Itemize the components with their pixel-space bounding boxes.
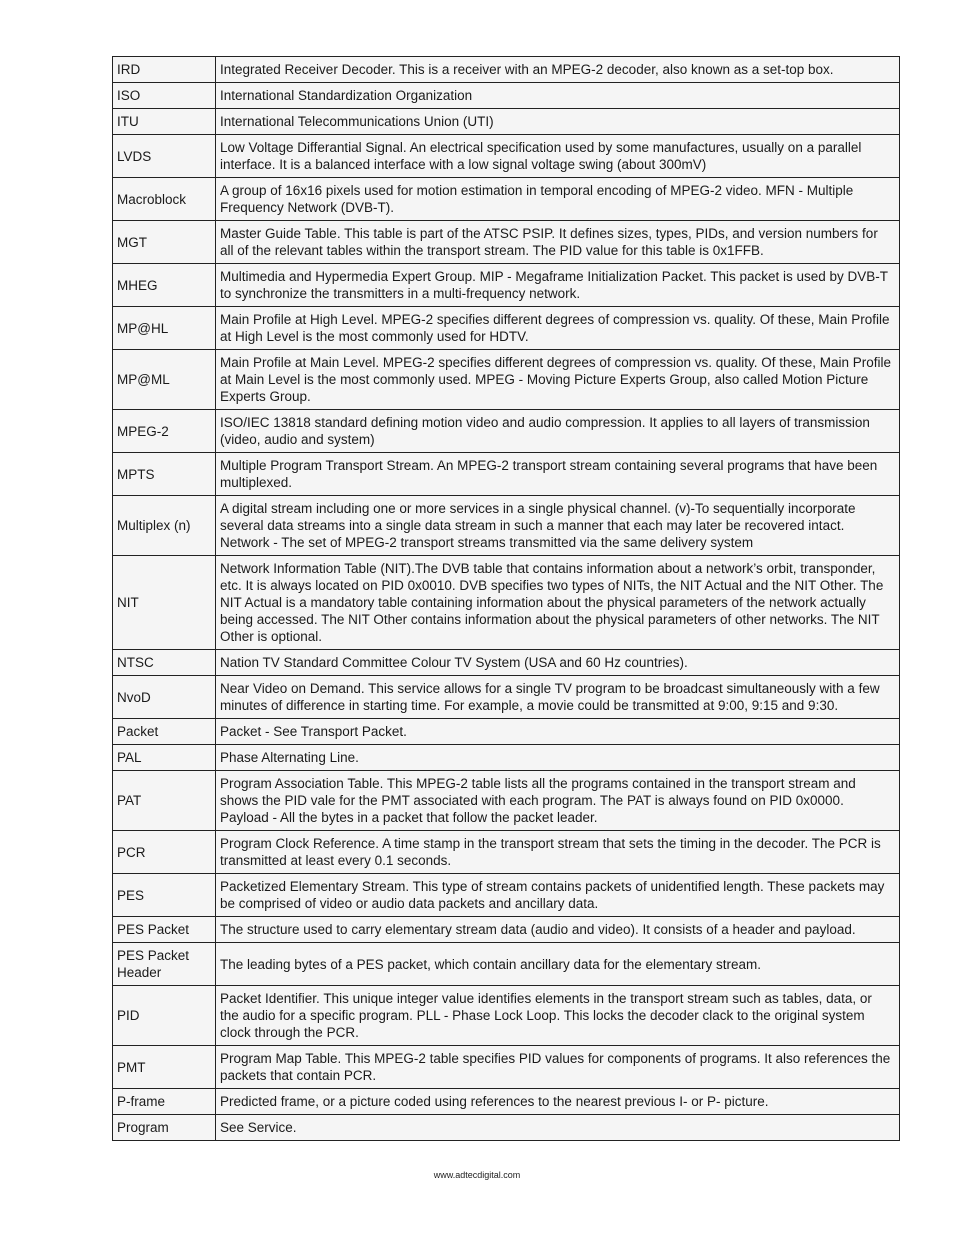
glossary-row [113, 771, 900, 831]
glossary-term: LVDS [113, 135, 216, 178]
glossary-definition: Program Association Table. This MPEG-2 table lists all the programs contained in the transport stream and shows the PID vale for the PMT associated with each program. The PAT is always found on PID 0x0000. Payload - All the bytes in a packet that follow the packet leader. [216, 771, 900, 831]
glossary-definition: International Standardization Organization [216, 83, 900, 109]
glossary-definition: The structure used to carry elementary stream data (audio and video). It consists of a header and payload. [216, 917, 900, 943]
glossary-row [113, 719, 900, 745]
glossary-row [113, 264, 900, 307]
glossary-row [113, 650, 900, 676]
glossary-definition: Nation TV Standard Committee Colour TV System (USA and 60 Hz countries). [216, 650, 900, 676]
glossary-definition: Integrated Receiver Decoder. This is a receiver with an MPEG-2 decoder, also known as a set-top box. [216, 57, 900, 83]
glossary-row [113, 1089, 900, 1115]
glossary-term: PES [113, 874, 216, 917]
glossary-term: PID [113, 986, 216, 1046]
glossary-term: IRD [113, 57, 216, 83]
glossary-term: NvoD [113, 676, 216, 719]
glossary-table [112, 56, 900, 1141]
glossary-row [113, 676, 900, 719]
glossary-row [113, 83, 900, 109]
glossary-definition: Low Voltage Differantial Signal. An electrical specification used by some manufactures, usually on a parallel interface. It is a balanced interface with a low signal voltage swing (about 300mV) [216, 135, 900, 178]
glossary-row [113, 350, 900, 410]
glossary-term: P-frame [113, 1089, 216, 1115]
glossary-term: Packet [113, 719, 216, 745]
glossary-row [113, 1115, 900, 1141]
glossary-term: PMT [113, 1046, 216, 1089]
glossary-term: MP@HL [113, 307, 216, 350]
glossary-definition: Packet - See Transport Packet. [216, 719, 900, 745]
glossary-definition: Packet Identifier. This unique integer value identifies elements in the transport stream such as tables, data, or the audio for a specific program. PLL - Phase Lock Loop. This locks the decoder clack to the original system clock through the PCR. [216, 986, 900, 1046]
glossary-definition: Master Guide Table. This table is part of the ATSC PSIP. It defines sizes, types, PIDs, and version numbers for all of the relevant tables within the transport stream. The PID value for this table is 0x1FFB. [216, 221, 900, 264]
footer-url: www.adtecdigital.com [433, 1170, 521, 1180]
glossary-row [113, 874, 900, 917]
glossary-definition: A digital stream including one or more services in a single physical channel. (v)-To sequentially incorporate several data streams into a single data stream in such a manner that each may later be recovered intact. Network - The set of MPEG-2 transport streams transmitted via the same delivery system [216, 496, 900, 556]
glossary-definition: Near Video on Demand. This service allows for a single TV program to be broadcast simultaneously with a few minutes of difference in starting time. For example, a movie could be transmitted at 9:00, 9:15 and 9:30. [216, 676, 900, 719]
glossary-term: MP@ML [113, 350, 216, 410]
glossary-term: Multiplex (n) [113, 496, 216, 556]
glossary-definition: Program Map Table. This MPEG-2 table specifies PID values for components of programs. It also references the packets that contain PCR. [216, 1046, 900, 1089]
glossary-term: Macroblock [113, 178, 216, 221]
glossary-row [113, 57, 900, 83]
glossary-row [113, 831, 900, 874]
glossary-definition: Main Profile at High Level. MPEG-2 specifies different degrees of compression vs. quality. Of these, Main Profile at High Level is the most commonly used for HDTV. [216, 307, 900, 350]
glossary-term: MHEG [113, 264, 216, 307]
glossary-row [113, 178, 900, 221]
glossary-definition: Packetized Elementary Stream. This type of stream contains packets of unidentified length. These packets may be comprised of video or audio data packets and ancillary data. [216, 874, 900, 917]
glossary-definition: International Telecommunications Union (UTI) [216, 109, 900, 135]
glossary-term: ITU [113, 109, 216, 135]
glossary-term: ISO [113, 83, 216, 109]
glossary-row [113, 943, 900, 986]
glossary-definition: Program Clock Reference. A time stamp in the transport stream that sets the timing in the decoder. The PCR is transmitted at least every 0.1 seconds. [216, 831, 900, 874]
glossary-row [113, 221, 900, 264]
glossary-row [113, 986, 900, 1046]
glossary-row [113, 556, 900, 650]
glossary-body [113, 57, 900, 1141]
glossary-term: PCR [113, 831, 216, 874]
glossary-row [113, 135, 900, 178]
glossary-row [113, 410, 900, 453]
glossary-definition: Phase Alternating Line. [216, 745, 900, 771]
glossary-row [113, 307, 900, 350]
glossary-term: PES Packet [113, 917, 216, 943]
glossary-term: NIT [113, 556, 216, 650]
glossary-term: PES Packet Header [113, 943, 216, 986]
glossary-term: PAT [113, 771, 216, 831]
glossary-row [113, 1046, 900, 1089]
glossary-term: MGT [113, 221, 216, 264]
glossary-definition: A group of 16x16 pixels used for motion estimation in temporal encoding of MPEG-2 video. MFN - Multiple Frequency Network (DVB-T). [216, 178, 900, 221]
glossary-row [113, 496, 900, 556]
glossary-row [113, 917, 900, 943]
glossary-term: NTSC [113, 650, 216, 676]
glossary-term: PAL [113, 745, 216, 771]
glossary-term: MPEG-2 [113, 410, 216, 453]
glossary-definition: ISO/IEC 13818 standard defining motion video and audio compression. It applies to all layers of transmission (video, audio and system) [216, 410, 900, 453]
glossary-definition: Multimedia and Hypermedia Expert Group. MIP - Megaframe Initialization Packet. This packet is used by DVB-T to synchronize the transmitters in a multi-frequency network. [216, 264, 900, 307]
glossary-definition: Main Profile at Main Level. MPEG-2 specifies different degrees of compression vs. quality. Of these, Main Profile at Main Level is the most commonly used. MPEG - Moving Picture Experts Group, also called Motion Picture Experts Group. [216, 350, 900, 410]
glossary-row [113, 109, 900, 135]
glossary-term: MPTS [113, 453, 216, 496]
glossary-definition: Multiple Program Transport Stream. An MPEG-2 transport stream containing several programs that have been multiplexed. [216, 453, 900, 496]
glossary-definition: The leading bytes of a PES packet, which contain ancillary data for the elementary stream. [216, 943, 900, 986]
glossary-row [113, 453, 900, 496]
glossary-term: Program [113, 1115, 216, 1141]
glossary-definition: Network Information Table (NIT).The DVB table that contains information about a network’s orbit, transponder, etc. It is always located on PID 0x0010. DVB specifies two types of NITs, the NIT Actual and the NIT Other. The NIT Actual is a mandatory table containing information about the physical parameters of the network actually being accessed. The NIT Other contains information about the physical parameters of other networks. The NIT Other is optional. [216, 556, 900, 650]
glossary-row [113, 745, 900, 771]
glossary-definition: Predicted frame, or a picture coded using references to the nearest previous I- or P- picture. [216, 1089, 900, 1115]
glossary-definition: See Service. [216, 1115, 900, 1141]
